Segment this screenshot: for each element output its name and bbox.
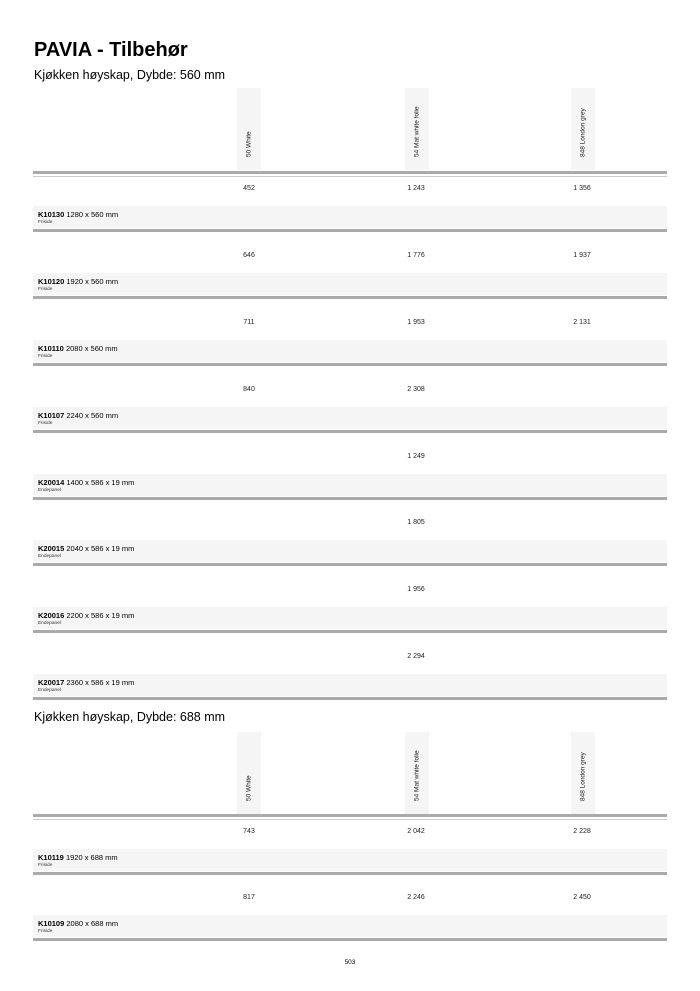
price-cell: 1 953 xyxy=(407,319,425,326)
table-row xyxy=(33,578,667,645)
product-size: 2040 x 586 x 19 mm xyxy=(66,544,135,553)
row-divider xyxy=(33,229,667,232)
row-band xyxy=(33,915,667,937)
price-cell: 452 xyxy=(243,185,255,192)
product-code: K20014 xyxy=(38,478,65,487)
table-row xyxy=(33,886,667,953)
row-band xyxy=(33,340,667,362)
price-cell: 2 450 xyxy=(573,894,591,901)
price-cell: 743 xyxy=(243,828,255,835)
product-type: Endepanel xyxy=(38,688,61,693)
price-cell: 1 776 xyxy=(407,252,425,259)
table-row xyxy=(33,511,667,578)
header-divider xyxy=(33,171,667,174)
product-code: K10107 xyxy=(38,411,65,420)
product-size: 2240 x 560 mm xyxy=(66,411,119,420)
product-type: Friside xyxy=(38,863,53,868)
table-row xyxy=(33,378,667,445)
product-size: 1280 x 560 mm xyxy=(66,210,119,219)
product-type: Endepanel xyxy=(38,554,61,559)
column-header xyxy=(405,732,429,814)
price-cell: 646 xyxy=(243,252,255,259)
row-divider xyxy=(33,630,667,633)
product-type: Friside xyxy=(38,354,53,359)
price-cell: 2 246 xyxy=(407,894,425,901)
row-divider xyxy=(33,497,667,500)
column-header-label: 848 London grey xyxy=(579,108,587,157)
column-header xyxy=(571,88,595,170)
row-divider xyxy=(33,938,667,941)
table-row xyxy=(33,244,667,311)
price-cell: 1 249 xyxy=(407,453,425,460)
price-cell: 711 xyxy=(243,319,255,326)
product-type: Endepanel xyxy=(38,488,61,493)
product-code: K20017 xyxy=(38,678,65,687)
price-cell: 1 956 xyxy=(407,586,425,593)
price-cell: 2 228 xyxy=(573,828,591,835)
product-type: Friside xyxy=(38,421,53,426)
product-code: K10119 xyxy=(38,853,64,862)
column-header-label: 50 White xyxy=(245,775,253,801)
product-code: K10110 xyxy=(38,344,64,353)
column-header-label: 54 Mat white folie xyxy=(413,750,421,801)
product-description xyxy=(38,210,118,219)
price-cell: 840 xyxy=(243,386,255,393)
row-divider xyxy=(33,296,667,299)
table-row xyxy=(33,645,667,712)
product-type: Friside xyxy=(38,220,53,225)
product-description xyxy=(38,678,134,687)
price-cell: 2 131 xyxy=(573,319,591,326)
price-cell: 1 937 xyxy=(573,252,591,259)
header-divider xyxy=(33,814,667,817)
product-description xyxy=(38,611,134,620)
product-description xyxy=(38,277,118,286)
table-row xyxy=(33,177,667,244)
table-row xyxy=(33,311,667,378)
product-type: Friside xyxy=(38,929,53,934)
product-type: Friside xyxy=(38,287,53,292)
price-cell: 1 356 xyxy=(573,185,591,192)
product-size: 1920 x 688 mm xyxy=(65,853,118,862)
product-size: 2360 x 586 x 19 mm xyxy=(66,678,135,687)
column-header xyxy=(237,88,261,170)
product-type: Endepanel xyxy=(38,621,61,626)
product-size: 1920 x 560 mm xyxy=(66,277,119,286)
price-cell: 2 308 xyxy=(407,386,425,393)
column-header xyxy=(405,88,429,170)
product-description xyxy=(38,344,118,353)
row-divider xyxy=(33,563,667,566)
row-divider xyxy=(33,430,667,433)
section-heading: Kjøkken høyskap, Dybde: 560 mm xyxy=(34,68,226,82)
page-title: PAVIA - Tilbehør xyxy=(34,39,188,61)
row-divider xyxy=(33,872,667,875)
product-description xyxy=(38,411,118,420)
product-code: K10109 xyxy=(38,919,65,928)
product-description xyxy=(38,478,134,487)
row-band xyxy=(33,206,667,228)
product-code: K20015 xyxy=(38,544,65,553)
page-number: 503 xyxy=(344,959,356,966)
row-band xyxy=(33,407,667,429)
row-divider xyxy=(33,697,667,700)
column-header xyxy=(571,732,595,814)
section-heading: Kjøkken høyskap, Dybde: 688 mm xyxy=(34,710,226,724)
product-size: 2080 x 560 mm xyxy=(65,344,118,353)
row-divider xyxy=(33,363,667,366)
product-description xyxy=(38,853,118,862)
price-cell: 1 243 xyxy=(407,185,425,192)
row-band xyxy=(33,849,667,871)
price-cell: 817 xyxy=(243,894,255,901)
price-cell: 2 294 xyxy=(407,653,425,660)
product-size: 2200 x 586 x 19 mm xyxy=(66,611,135,620)
column-header-label: 848 London grey xyxy=(579,752,587,801)
table-row xyxy=(33,820,667,887)
product-description xyxy=(38,919,118,928)
column-header xyxy=(237,732,261,814)
product-code: K10130 xyxy=(38,210,65,219)
product-size: 2080 x 688 mm xyxy=(66,919,119,928)
column-header-label: 50 White xyxy=(245,131,253,157)
product-code: K10120 xyxy=(38,277,65,286)
product-size: 1400 x 586 x 19 mm xyxy=(66,478,135,487)
row-band xyxy=(33,273,667,295)
price-cell: 2 042 xyxy=(407,828,425,835)
table-row xyxy=(33,445,667,512)
product-code: K20016 xyxy=(38,611,65,620)
product-description xyxy=(38,544,134,553)
price-cell: 1 805 xyxy=(407,519,425,526)
column-header-label: 54 Mat white folie xyxy=(413,106,421,157)
